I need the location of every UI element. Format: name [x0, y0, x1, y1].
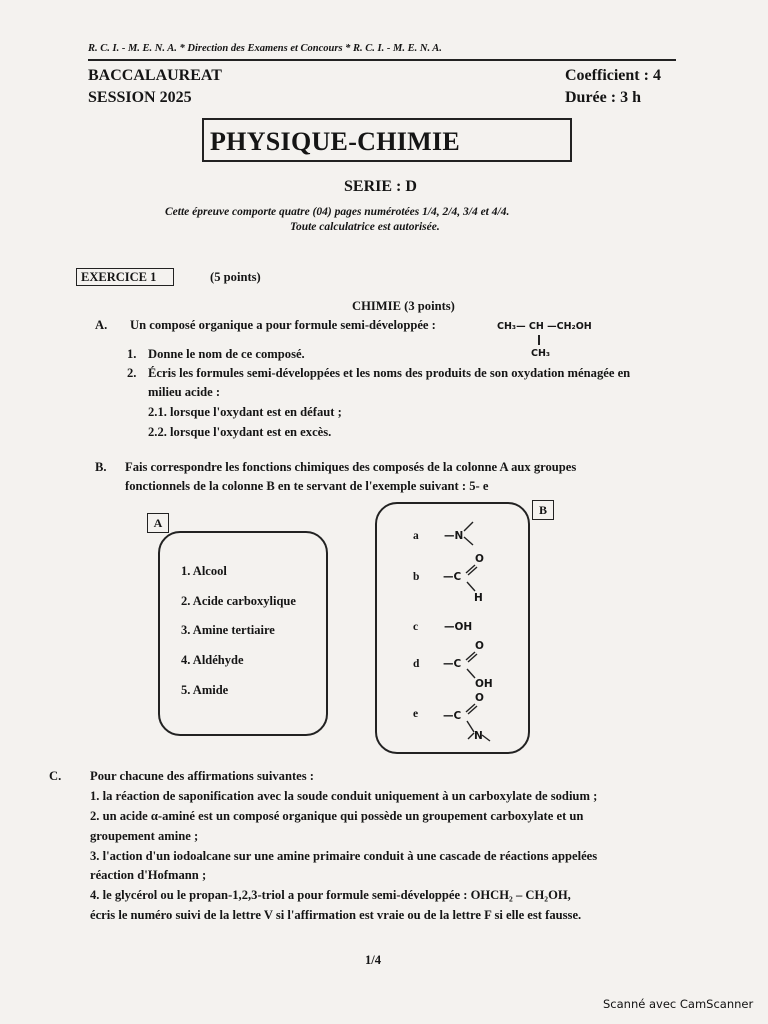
- single-bond: [467, 669, 475, 678]
- formula-branch: CH₃: [531, 348, 551, 359]
- double-bond-1: [466, 565, 475, 573]
- double-bond-2: [468, 567, 477, 575]
- part-b-line1: Fais correspondre les fonctions chimiques des composés de la colonne A aux groupes: [125, 460, 577, 474]
- instruction: écris le numéro suivi de la lettre V si l'affirmation est vraie ou de la lettre F si elle est fausse.: [90, 908, 582, 922]
- exercise-points: (5 points): [210, 270, 261, 284]
- exercise-subtitle: CHIMIE (3 points): [352, 299, 455, 313]
- group-d-bonds: [462, 647, 482, 683]
- group-d-sub: OH: [475, 678, 493, 690]
- formula-branch-bond: [538, 335, 540, 345]
- column-a-item-1: 1. Alcool: [181, 564, 227, 578]
- single-bond: [467, 582, 475, 591]
- group-e-nitrogen: N: [474, 730, 483, 742]
- question-1-number: 1.: [127, 347, 137, 361]
- exam-session: SESSION 2025: [88, 89, 192, 106]
- intro-pages: Cette épreuve comporte quatre (04) pages numérotées 1/4, 2/4, 3/4 et 4/4.: [165, 206, 510, 218]
- part-b-line2: fonctionnels de la colonne B en te servant de l'exemple suivant : 5- e: [125, 479, 489, 493]
- part-a-letter: A.: [95, 318, 108, 332]
- coefficient: Coefficient : 4: [565, 67, 661, 84]
- group-c-formula: —OH: [444, 621, 473, 633]
- bond-up: [464, 522, 473, 531]
- column-b-letter-b: b: [413, 571, 420, 583]
- bond-to-n: [467, 721, 474, 732]
- intro-calculator: Toute calculatrice est autorisée.: [290, 221, 440, 233]
- question-2-2: 2.2. lorsque l'oxydant est en excès.: [148, 425, 332, 439]
- part-a-text: Un composé organique a pour formule semi-développée :: [130, 318, 436, 332]
- statement-4: 4. le glycérol ou le propan-1,2,3-triol a pour formule semi-développée : OHCH₂ – CH₂OH,: [90, 888, 571, 902]
- statement-3-line2: réaction d'Hofmann ;: [90, 868, 207, 882]
- group-b-oxygen: O: [475, 553, 484, 565]
- group-e-oxygen: O: [475, 692, 484, 704]
- bond-down: [464, 537, 473, 545]
- exercise-label: EXERCICE 1: [81, 270, 157, 284]
- question-2-number: 2.: [127, 366, 137, 380]
- column-a-item-4: 4. Aldéhyde: [181, 653, 244, 667]
- header-rule: [88, 59, 676, 61]
- group-b-bonds: [462, 560, 482, 596]
- group-d-carbon: —C: [443, 658, 462, 670]
- double-bond-1: [466, 704, 475, 712]
- group-a-bonds: [460, 519, 480, 549]
- subject-title: PHYSIQUE-CHIMIE: [210, 127, 461, 156]
- group-e-bonds: [460, 699, 496, 747]
- group-e-carbon: —C: [443, 710, 462, 722]
- question-2-1: 2.1. lorsque l'oxydant est en défaut ;: [148, 405, 342, 419]
- n-bond-left: [468, 733, 474, 739]
- formula-main-chain: CH₃— CH —CH₂OH: [497, 321, 592, 332]
- column-a-item-3: 3. Amine tertiaire: [181, 623, 275, 637]
- column-b-label: B: [532, 500, 554, 520]
- group-a-formula: —N: [444, 530, 464, 542]
- duration: Durée : 3 h: [565, 89, 641, 106]
- question-2-line1: Écris les formules semi-développées et les noms des produits de son oxydation ménagée en: [148, 366, 631, 380]
- part-b-letter: B.: [95, 460, 107, 474]
- column-a-label: A: [147, 513, 169, 533]
- n-bond-right: [482, 735, 490, 741]
- group-b-carbon: —C: [443, 571, 462, 583]
- double-bond-2: [468, 706, 477, 714]
- double-bond-1: [466, 652, 475, 660]
- statement-2-line2: groupement amine ;: [90, 829, 199, 843]
- exercise-label-box: [76, 268, 174, 286]
- column-b-letter-a: a: [413, 530, 419, 542]
- column-b-letter-e: e: [413, 708, 419, 720]
- exam-name: BACCALAUREAT: [88, 67, 222, 84]
- column-a-item-2: 2. Acide carboxylique: [181, 594, 296, 608]
- column-b-letter-c: c: [413, 621, 419, 633]
- column-a-item-5: 5. Amide: [181, 683, 229, 697]
- part-c-intro: Pour chacune des affirmations suivantes :: [90, 769, 315, 783]
- group-b-sub: H: [474, 592, 483, 604]
- subject-title-box: [202, 118, 572, 162]
- serie-label: SERIE : D: [344, 178, 417, 195]
- question-1: Donne le nom de ce composé.: [148, 347, 305, 361]
- scanner-watermark: Scanné avec CamScanner: [603, 997, 754, 1011]
- question-2-line2: milieu acide :: [148, 385, 221, 399]
- header-institution-line: R. C. I. - M. E. N. A. * Direction des Examens et Concours * R. C. I. - M. E. N. A.: [88, 43, 442, 54]
- statement-2-line1: 2. un acide α-aminé est un composé organique qui possède un groupement carboxylate et un: [90, 809, 584, 823]
- group-d-oxygen: O: [475, 640, 484, 652]
- statement-3-line1: 3. l'action d'un iodoalcane sur une amine primaire conduit à une cascade de réactions appelées: [90, 849, 598, 863]
- double-bond-2: [468, 654, 477, 662]
- column-b-letter-d: d: [413, 658, 420, 670]
- page-number: 1/4: [365, 953, 382, 967]
- statement-1: 1. la réaction de saponification avec la soude conduit uniquement à un carboxylate de sodium ;: [90, 789, 598, 803]
- part-c-letter: C.: [49, 769, 62, 783]
